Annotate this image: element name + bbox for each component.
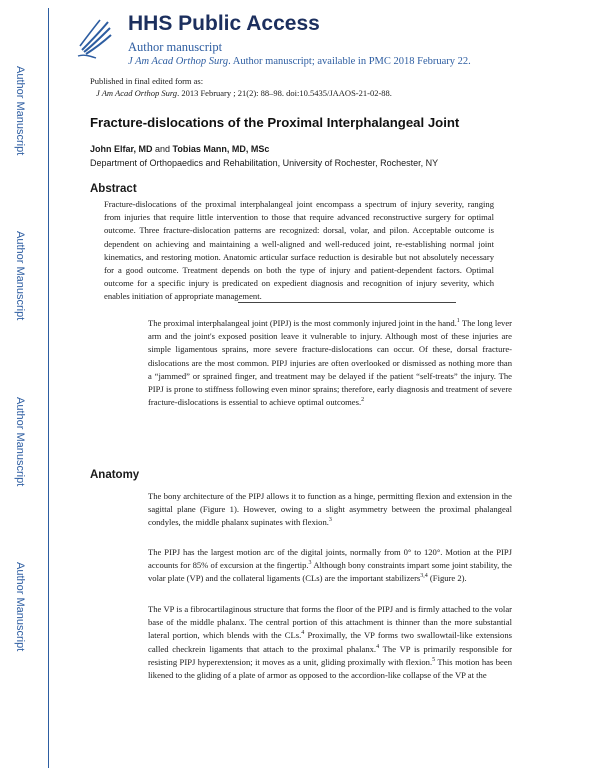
- citation-journal: J Am Acad Orthop Surg: [96, 88, 178, 98]
- author-affiliation: Department of Orthopaedics and Rehabilitation, University of Rochester, Rochester, NY: [90, 158, 439, 168]
- hhs-public-access-title: HHS Public Access: [128, 12, 320, 35]
- citation-details: . 2013 February ; 21(2): 88–98. doi:10.5435/JAAOS-21-02-88.: [177, 88, 392, 98]
- anatomy-text: Although bony constraints impart some joint stability, the volar plate (VP) and the collateral ligaments (CLs) are the important stabilizers: [148, 560, 512, 584]
- abstract-heading: Abstract: [90, 183, 137, 195]
- anatomy-text: The VP is primarily responsible for resisting PIPJ hyperextension; it moves as a unit, gliding proximally with flexion.: [148, 643, 513, 667]
- citation-ref: 4: [376, 643, 380, 650]
- citation-ref: 3: [308, 560, 312, 567]
- author-name: John Elfar, MD: [90, 144, 153, 154]
- availability-text: . Author manuscript; available in PMC 2018 February 22.: [228, 56, 471, 67]
- citation-ref: 3,4: [420, 573, 428, 580]
- sidebar-divider: [48, 8, 49, 768]
- abstract-text: Fracture-dislocations of the proximal interphalangeal joint encompass a spectrum of injury severity, ranging from injuries that require little intervention to those that require advanced reconstructive surgery for optimal outcome. Three fracture-dislocation patterns are recognized: dorsal, volar, and pilon. Acceptable outcome is dependent on achieving and maintaining a well-aligned and well-reduced joint, re-establishing normal joint kinematics, and restoring motion. Anatomic articular surface reduction is desirable but not absolutely necessary for a good outcome. Treatment depends on both the type of injury and patient-dependent factors. Optimal outcome for a specific injury is predicated on expedient diagnosis and recognition of injury severity, which enables initiation of appropriate management.: [104, 199, 494, 302]
- journal-name: J Am Acad Orthop Surg: [128, 56, 229, 67]
- intro-text: The long lever arm and the joint's exposed position leave it vulnerable to injury. Although most of these injuries are simple ligamentous sprains, more severe fracture-dislocations can occur. Of these, dorsal fracture-dislocations are the most common. PIPJ injuries are often overlooked or dismissed as nothing more than a “jammed” or sprained finger, and treatment may be delayed if the patient “self-treats” the injury. The PIPJ is prone to stiffness following even minor sprains; therefore, early diagnosis and treatment of severe fracture-dislocations is essential to achieve optimal outcomes.: [148, 318, 512, 408]
- section-separator: [238, 302, 456, 303]
- author-conjunction: and: [152, 144, 173, 154]
- intro-text: The proximal interphalangeal joint (PIPJ) is the most commonly injured joint in the hand.: [148, 318, 457, 328]
- publication-citation: [96, 88, 392, 98]
- citation-ref: 5: [432, 656, 436, 663]
- journal-availability-line: [128, 56, 471, 67]
- anatomy-heading: Anatomy: [90, 469, 140, 481]
- anatomy-paragraph-2: [148, 546, 512, 586]
- citation-ref: 4: [301, 630, 305, 637]
- article-title: Fracture-dislocations of the Proximal Interphalangeal Joint: [90, 115, 460, 130]
- citation-ref: 1: [456, 318, 460, 325]
- author-name: Tobias Mann, MD, MSc: [172, 144, 270, 154]
- anatomy-text: This motion has been likened to the gliding of a plate of armor as opposed to the accordion-like collapse of the VP at the: [148, 656, 512, 681]
- sidebar-author-manuscript-label: Author Manuscript: [14, 231, 26, 321]
- anatomy-text: Proximally, the VP forms two swallowtail-like extensions called checkrein ligaments that attach to the proximal phalanx.: [148, 630, 512, 654]
- sidebar-author-manuscript-label: Author Manuscript: [14, 66, 26, 156]
- sidebar-author-manuscript-label: Author Manuscript: [14, 562, 26, 652]
- hhs-eagle-logo-icon: [74, 16, 114, 60]
- intro-paragraph: [148, 317, 512, 409]
- anatomy-text: The VP is a fibrocartilaginous structure that forms the floor of the PIPJ and is firmly attached to the volar base of the middle phalanx. The central portion of this attachment is thinner than the more substantial lateral portion, which blends with the CLs.: [148, 604, 512, 641]
- author-list: [90, 144, 269, 154]
- anatomy-text: The PIPJ has the largest motion arc of the digital joints, normally from 0° to 120°. Motion at the PIPJ accounts for 85% of excursion at the fingertip.: [148, 547, 512, 571]
- author-manuscript-subtitle: Author manuscript: [128, 40, 223, 54]
- anatomy-paragraph-3: [148, 603, 512, 682]
- anatomy-text: The bony architecture of the PIPJ allows it to function as a hinge, permitting flexion and extension in the sagittal plane (Figure 1). However, owing to a slight asymmetry between the proximal phalangeal condyles, the middle phalanx supinates with flexion.: [148, 491, 512, 528]
- sidebar-author-manuscript-label: Author Manuscript: [14, 397, 26, 487]
- citation-ref: 3: [328, 517, 332, 524]
- anatomy-text: (Figure 2).: [427, 573, 467, 584]
- citation-ref: 2: [361, 397, 365, 404]
- published-final-form-label: Published in final edited form as:: [90, 76, 204, 86]
- anatomy-paragraph-1: [148, 490, 512, 530]
